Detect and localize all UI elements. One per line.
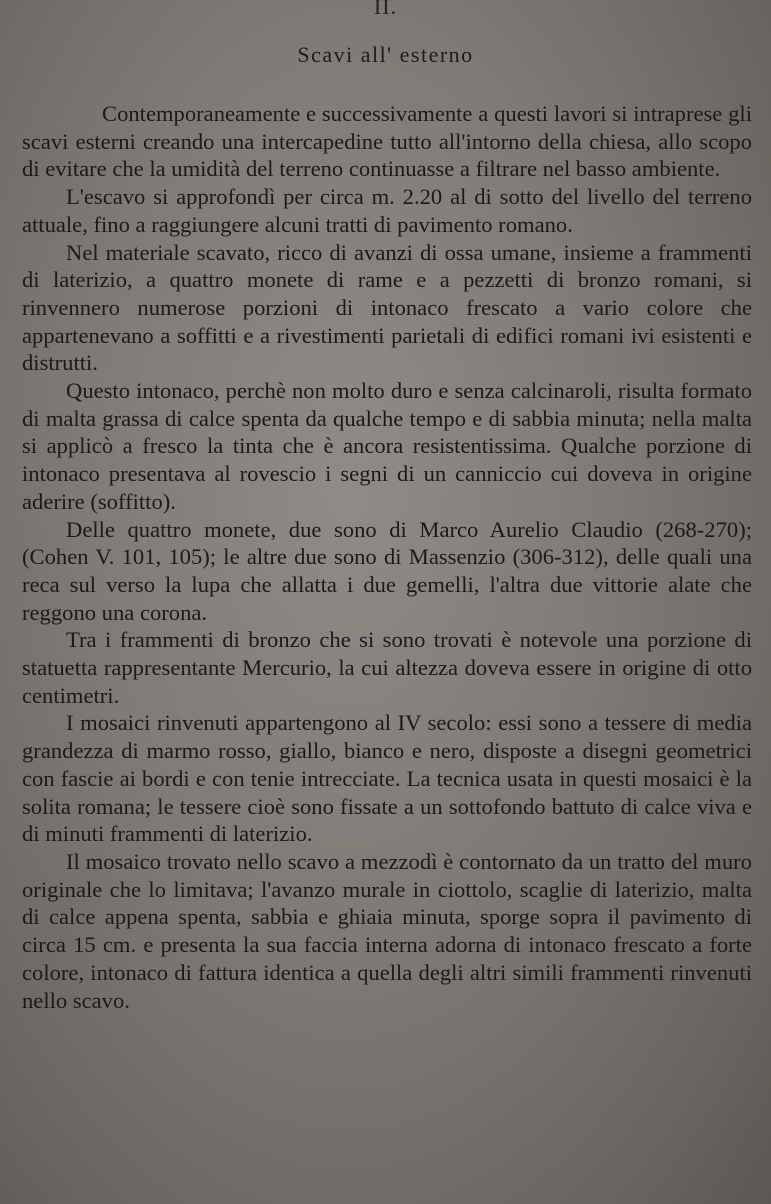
paragraph-mosaico-mezzodi: Il mosaico trovato nello scavo a mezzodì è contornato da un tratto del muro originale che lo limitava; l'avanzo murale in ciottolo, scaglie di laterizio, malta di calce appena spenta, sabbia e ghiaia minuta, sporge sopra il pavimento di circa 15 cm. e presenta la sua faccia interna adorna di intonaco frescato a forte colore, intonaco di fattura identica a quella degli altri simili frammenti rinvenuti nello scavo. xyxy=(22,848,752,1013)
section-title: Scavi all' esterno xyxy=(297,42,474,67)
paragraph-escavo: L'escavo si approfondì per circa m. 2.20 al di sotto del livello del terreno attuale, fino a raggiungere alcuni tratti di pavimento romano. xyxy=(22,184,752,237)
section-number: II. xyxy=(373,0,398,19)
paragraph-mosaici: I mosaici rinvenuti appartengono al IV secolo: essi sono a tessere di media grandezza di marmo rosso, giallo, bianco e nero, disposte a disegni geometrici con fascie ai bordi e con tenie intrecciate. La tecnica usata in questi mosaici è la solita romana; le tessere cioè sono fissate a un sottofondo battuto di calce viva e di minuti frammenti di laterizio. xyxy=(22,710,752,847)
paragraph-bronzo: Tra i frammenti di bronzo che si sono trovati è notevole una porzione di statuetta rappresentante Mercurio, la cui altezza doveva essere in origine di otto centimetri. xyxy=(22,627,752,708)
paragraph-monete: Delle quattro monete, due sono di Marco Aurelio Claudio (268-270); (Cohen V. 101, 105); le altre due sono di Massenzio (306-312), delle quali una reca sul verso la lupa che allatta i due gemelli, l'altra due vittorie alate che reggono una corona. xyxy=(22,516,752,625)
paragraph-intonaco: Questo intonaco, perchè non molto duro e senza calcinaroli, risulta formato di malta grassa di calce spenta da qualche tempo e di sabbia minuta; nella malta si applicò a fresco la tinta che è ancora resistentissima. Qualche porzione di intonaco presentava al rovescio i segni di un canniccio cui doveva in origine aderire (soffitto). xyxy=(22,378,752,514)
body-text xyxy=(22,100,752,1014)
paragraph-intercapedine: Contemporaneamente e successivamente a questi lavori si intraprese gli scavi esterni creando una intercapedine tutto all'intorno della chiesa, allo scopo di evitare che la umidità del terreno continuasse a filtrare nel basso ambiente. xyxy=(22,101,752,182)
paragraph-materiale-scavato: Nel materiale scavato, ricco di avanzi di ossa umane, insieme a frammenti di laterizio, a quattro monete di rame e a pezzetti di bronzo romani, si rinvennero numerose porzioni di intonaco frescato a vario colore che appartenevano a soffitti e a rivestimenti parietali di edifici romani ivi esistenti e distrutti. xyxy=(22,239,752,376)
